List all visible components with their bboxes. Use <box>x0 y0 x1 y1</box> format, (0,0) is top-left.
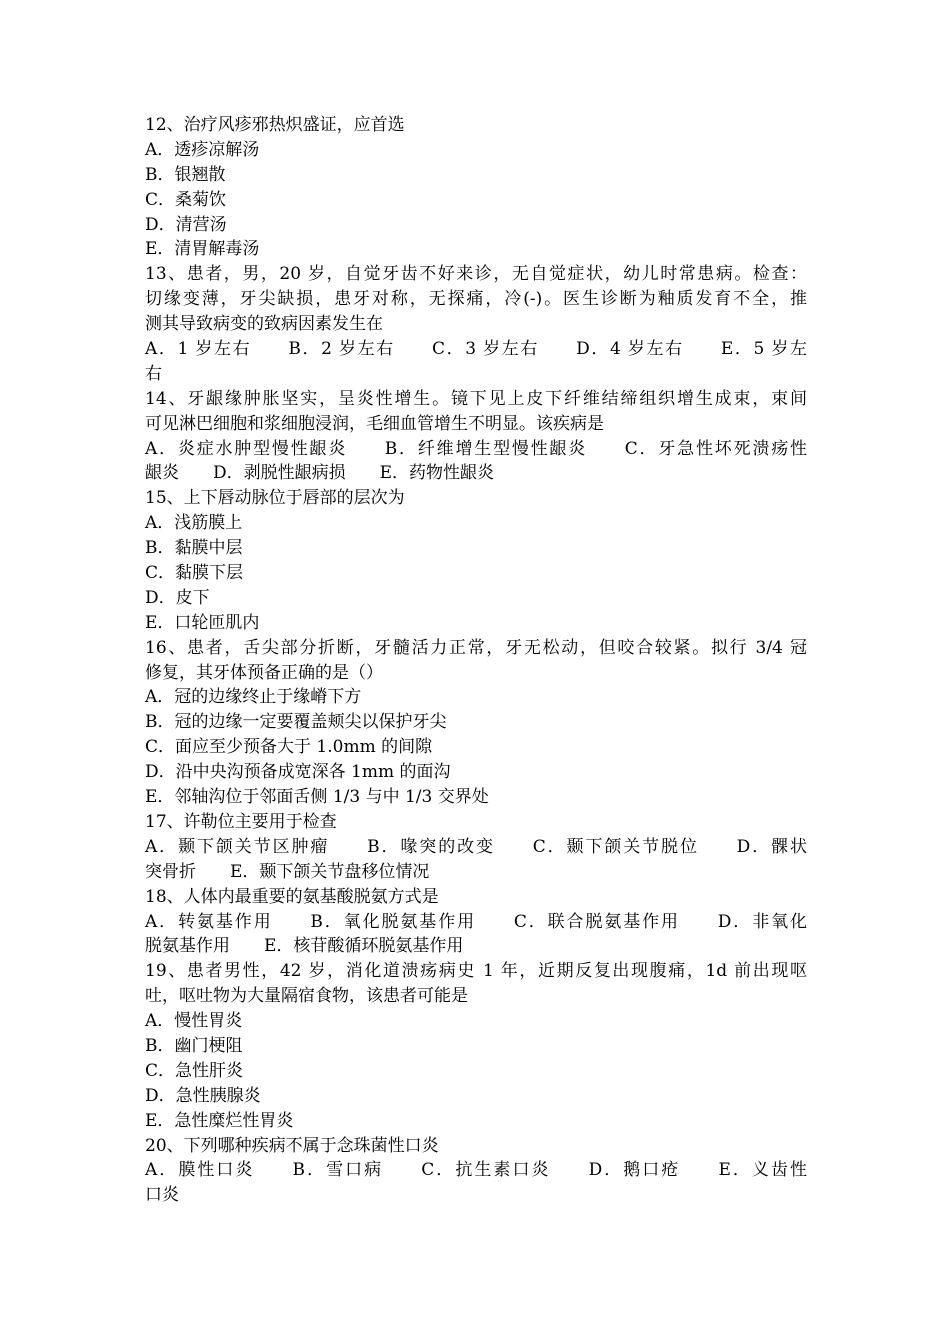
question-19-option-c: C．急性肝炎 <box>145 1060 244 1081</box>
question-14-stem-line-2: 可见淋巴细胞和浆细胞浸润，毛细血管增生不明显。该疾病是 <box>145 413 604 434</box>
question-16-option-a: A．冠的边缘终止于缘嵴下方 <box>145 687 362 708</box>
question-13-stem-line-3: 测其导致病变的致病因素发生在 <box>145 314 383 335</box>
document-page <box>145 113 807 1208</box>
question-19-stem-line-1: 19、患者男性，42 岁，消化道溃疡病史 1 年，近期反复出现腹痛，1d 前出现呕 <box>145 961 807 982</box>
question-20-options-line-1: A．膜性口炎 B．雪口病 C．抗生素口炎 D．鹅口疮 E．义齿性 <box>145 1160 807 1181</box>
question-14-options-line-2: 龈炎 D．剥脱性龈病损 E．药物性龈炎 <box>145 463 495 484</box>
question-15-option-a: A．浅筋膜上 <box>145 513 243 534</box>
question-16-option-b: B．冠的边缘一定要覆盖颊尖以保护牙尖 <box>145 712 447 733</box>
question-13-stem-line-1: 13、患者，男，20 岁，自觉牙齿不好来诊，无自觉症状，幼儿时常患病。检查： <box>145 264 807 285</box>
question-20-stem: 20、下列哪种疾病不属于念珠菌性口炎 <box>145 1135 439 1156</box>
question-17-stem: 17、许勒位主要用于检查 <box>145 811 337 832</box>
question-18-options-line-2: 脱氨基作用 E．核苷酸循环脱氨基作用 <box>145 936 464 957</box>
question-16-stem-line-2: 修复，其牙体预备正确的是（） <box>145 662 383 683</box>
question-15-option-b: B．黏膜中层 <box>145 538 243 559</box>
question-17-options-line-1: A．颞下颌关节区肿瘤 B．喙突的改变 C．颞下颌关节脱位 D．髁状 <box>145 836 807 857</box>
question-12-option-c: C．桑菊饮 <box>145 189 227 210</box>
question-16-option-e: E．邻轴沟位于邻面舌侧 1/3 与中 1/3 交界处 <box>145 787 489 808</box>
question-19-option-e: E．急性糜烂性胃炎 <box>145 1110 294 1131</box>
question-19-option-b: B．幽门梗阻 <box>145 1035 243 1056</box>
question-16-option-c: C．面应至少预备大于 1.0mm 的间隙 <box>145 737 433 758</box>
question-12-option-d: D．清营汤 <box>145 214 227 235</box>
question-19-stem-line-2: 吐，呕吐物为大量隔宿食物，该患者可能是 <box>145 986 468 1007</box>
question-18-stem: 18、人体内最重要的氨基酸脱氨方式是 <box>145 886 439 907</box>
question-19-option-d: D．急性胰腺炎 <box>145 1085 261 1106</box>
question-14-stem-line-1: 14、牙龈缘肿胀坚实，呈炎性增生。镜下见上皮下纤维结缔组织增生成束，束间 <box>145 388 807 409</box>
question-20-options-line-2: 口炎 <box>145 1185 179 1206</box>
question-12-option-a: A．透疹凉解汤 <box>145 139 260 160</box>
question-13-options-line-1: A．1 岁左右 B．2 岁左右 C．3 岁左右 D．4 岁左右 E．5 岁左 <box>145 339 807 360</box>
question-16-stem-line-1: 16、患者，舌尖部分折断，牙髓活力正常，牙无松动，但咬合较紧。拟行 3/4 冠 <box>145 637 807 658</box>
question-15-option-e: E．口轮匝肌内 <box>145 612 260 633</box>
question-18-options-line-1: A．转氨基作用 B．氧化脱氨基作用 C．联合脱氨基作用 D．非氧化 <box>145 911 807 932</box>
question-15-option-c: C．黏膜下层 <box>145 563 244 584</box>
question-12-option-b: B．银翘散 <box>145 164 226 185</box>
question-12-option-e: E．清胃解毒汤 <box>145 239 260 260</box>
question-15-option-d: D．皮下 <box>145 587 210 608</box>
question-16-option-d: D．沿中央沟预备成宽深各 1mm 的面沟 <box>145 762 451 783</box>
question-17-options-line-2: 突骨折 E．颞下颌关节盘移位情况 <box>145 861 430 882</box>
question-19-option-a: A．慢性胃炎 <box>145 1011 243 1032</box>
question-15-stem: 15、上下唇动脉位于唇部的层次为 <box>145 488 405 509</box>
question-13-options-line-2: 右 <box>145 363 162 384</box>
question-13-stem-line-2: 切缘变薄，牙尖缺损，患牙对称，无探痛，冷(-)。医生诊断为釉质发育不全，推 <box>145 289 807 310</box>
question-14-options-line-1: A．炎症水肿型慢性龈炎 B．纤维增生型慢性龈炎 C．牙急性坏死溃疡性 <box>145 438 807 459</box>
question-12-stem: 12、治疗风疹邪热炽盛证，应首选 <box>145 115 405 135</box>
